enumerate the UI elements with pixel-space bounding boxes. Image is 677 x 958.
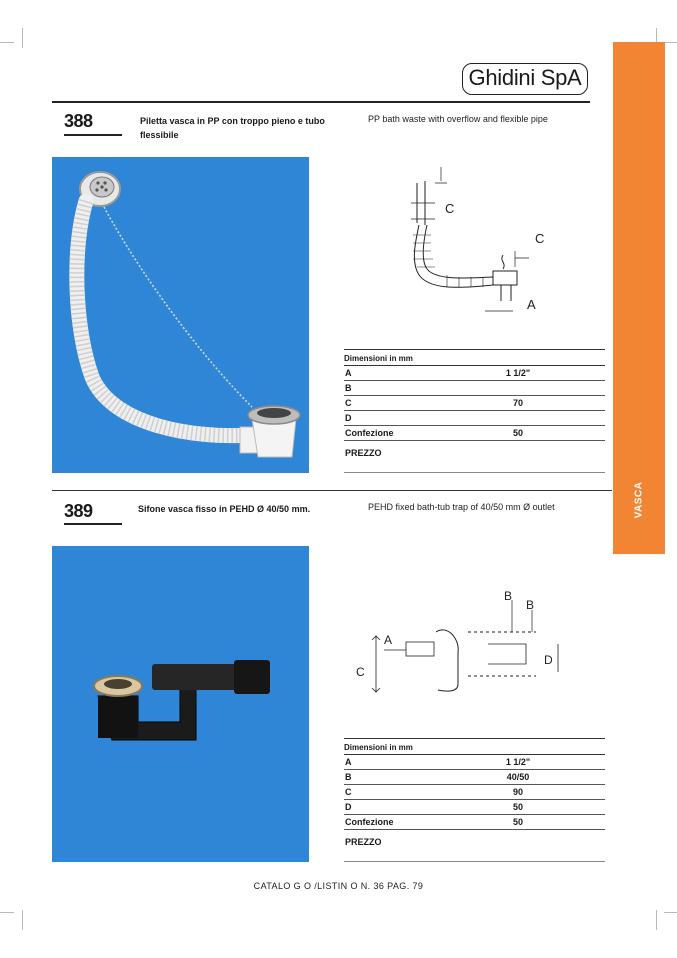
technical-drawing-389 — [348, 580, 568, 700]
spec-key: B — [345, 772, 352, 782]
spec-value: 70 — [512, 398, 523, 408]
specs-table — [344, 738, 605, 830]
spec-key: A — [345, 757, 352, 767]
crop-mark — [656, 910, 657, 930]
specs-table — [344, 349, 605, 441]
product-title-en: PEHD fixed bath-tub trap of 40/50 mm Ø outlet — [368, 502, 555, 512]
bath-trap-illustration — [52, 546, 309, 862]
brand-logo: Ghidini SpA — [462, 63, 588, 95]
spec-value: 1 1/2" — [505, 757, 531, 767]
dimension-label: A — [384, 633, 393, 647]
spec-key: B — [345, 383, 352, 393]
spec-row — [344, 755, 605, 770]
product-title-it: Sifone vasca fisso in PEHD Ø 40/50 mm. — [138, 504, 311, 514]
crop-mark — [664, 912, 677, 913]
dimension-label: C — [445, 201, 455, 216]
spec-row — [344, 411, 605, 426]
technical-drawing-388 — [395, 163, 565, 323]
spec-value: 50 — [512, 817, 523, 827]
product-code-underline — [64, 134, 122, 136]
spec-value: 50 — [512, 428, 523, 438]
spec-row — [344, 396, 605, 411]
spec-key: Confezione — [345, 817, 394, 827]
dimension-label: A — [527, 297, 536, 312]
spec-key: D — [345, 413, 352, 423]
spec-value: 90 — [512, 787, 523, 797]
dimension-label: B — [504, 589, 513, 603]
product-title-en: PP bath waste with overflow and flexible pipe — [368, 114, 548, 124]
crop-mark — [0, 912, 14, 913]
crop-mark — [22, 28, 23, 48]
spec-key: C — [345, 787, 352, 797]
page-footer: CATALO G O /LISTIN O N. 36 PAG. 79 — [253, 881, 424, 891]
dimension-label: D — [544, 653, 553, 667]
product-photo — [52, 157, 309, 473]
spec-value: 1 1/2" — [505, 368, 531, 378]
spec-row — [344, 785, 605, 800]
dimension-label: B — [526, 598, 535, 612]
section-divider — [52, 490, 612, 491]
spec-key: D — [345, 802, 352, 812]
side-tab-text: VASCA — [633, 481, 645, 519]
price-label: PREZZO — [345, 837, 382, 847]
product-code-underline — [64, 523, 122, 525]
bath-waste-illustration — [52, 157, 309, 473]
spec-row — [344, 770, 605, 785]
spec-row — [344, 426, 605, 441]
side-tab-label — [624, 480, 654, 520]
product-title-it: Piletta vasca in PP con troppo pieno e tubo flessibile — [140, 116, 325, 140]
price-label: PREZZO — [345, 448, 382, 458]
spec-row — [344, 381, 605, 396]
spec-value: 40/50 — [506, 772, 530, 782]
specs-header: Dimensioni in mm — [344, 738, 605, 755]
dimension-label: C — [535, 231, 545, 246]
price-line — [344, 472, 605, 473]
side-tab — [613, 42, 665, 554]
spec-key: C — [345, 398, 352, 408]
spec-row — [344, 815, 605, 830]
dimension-label: C — [356, 665, 365, 679]
product-code: 389 — [64, 501, 93, 521]
spec-row — [344, 800, 605, 815]
spec-row — [344, 366, 605, 381]
crop-mark — [0, 42, 14, 43]
product-code: 388 — [64, 111, 93, 131]
price-line — [344, 861, 605, 862]
crop-mark — [22, 910, 23, 930]
spec-key: A — [345, 368, 352, 378]
spec-key: Confezione — [345, 428, 394, 438]
specs-header: Dimensioni in mm — [344, 349, 605, 366]
spec-value: 50 — [512, 802, 523, 812]
crop-mark — [664, 42, 677, 43]
product-photo — [52, 546, 309, 862]
header-rule — [52, 101, 590, 103]
